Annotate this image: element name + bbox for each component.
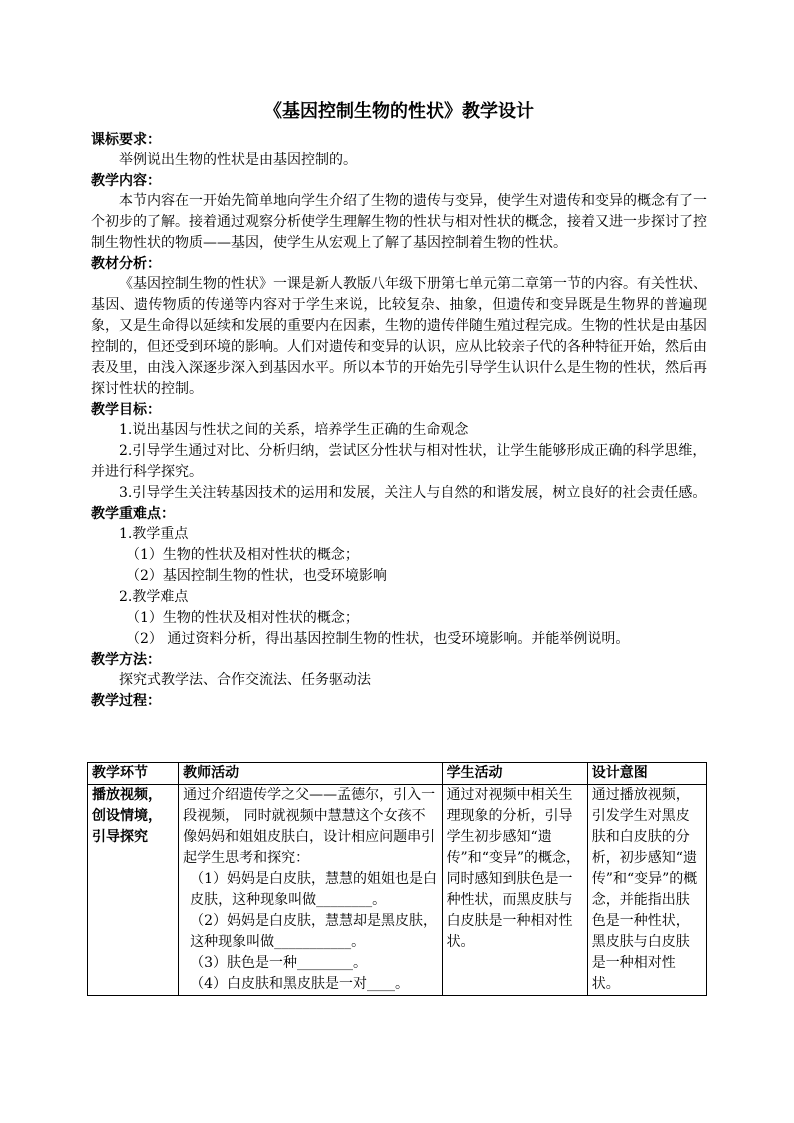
design-intent-cell: 通过播放视频，引发学生对黑皮肤和白皮肤的分析，初步感知“遗传”和“变异”的概念，并能指出肤色是一种性状，黑皮肤与白皮肤是一种相对性状。: [587, 785, 706, 996]
difficult-item: （2） 通过资料分析，得出基因控制生物的性状，也受环境影响。并能举例说明。: [126, 631, 630, 647]
table-header-teacher: 教师活动: [179, 763, 442, 785]
table-header-intent: 设计意图: [587, 763, 706, 785]
difficult-label: 2.教学难点: [119, 589, 189, 605]
difficult-item: （1）生物的性状及相对性状的概念；: [126, 610, 359, 626]
teacher-question: （1）妈妈是白皮肤，慧慧的姐姐也是白皮肤，这种现象叫做________。: [190, 871, 438, 908]
student-activity-cell: 通过对视频中相关生理现象的分析，引导学生初步感知“遗传”和“变异”的概念，同时感知到肤色是一种性状，而黑皮肤与白皮肤是一种相对性状。: [442, 785, 587, 996]
key-item: （2）基因控制生物的性状，也受环境影响: [126, 568, 387, 584]
teacher-question: （3）肤色是一种________。: [190, 955, 368, 971]
methods-heading: 教学方法：: [91, 652, 161, 668]
document-title: 《基因控制生物的性状》教学设计: [264, 101, 534, 122]
teacher-question: （2）妈妈是白皮肤，慧慧却是黑皮肤，这种现象叫做___________。: [190, 913, 438, 950]
teacher-intro: 通过介绍遗传学之父——孟德尔，引入一段视频， 同时就视频中慧慧这个女孩不像妈妈和姐姐皮肤白，设计相应问题串引起学生思考和探究：: [183, 787, 436, 866]
teacher-question: （4）白皮肤和黑皮肤是一对____。: [190, 976, 410, 992]
process-heading: 教学过程：: [91, 693, 161, 709]
curriculum-text: 举例说出生物的性状是由基因控制的。: [119, 152, 357, 168]
keypoints-heading: 教学重难点：: [91, 506, 175, 522]
methods-text: 探究式教学法、合作交流法、任务驱动法: [119, 672, 371, 688]
goal-item: 3.引导学生关注转基因技术的运用和发展，关注人与自然的和谐发展，树立良好的社会责任感。: [119, 485, 707, 501]
table-header-student: 学生活动: [442, 763, 587, 785]
content-heading: 教学内容：: [91, 173, 161, 189]
table-row: [88, 785, 707, 996]
content-text: 本节内容在一开始先简单地向学生介绍了生物的遗传与变异，使学生对遗传和变异的概念有了一个初步的了解。接着通过观察分析使学生理解生物的性状与相对性状的概念，接着又进一步探讨了控制生物性状的物质——基因，使学生从宏观上了解了基因控制着生物的性状。: [91, 193, 707, 251]
goals-heading: 教学目标：: [91, 402, 161, 418]
analysis-text: 《基因控制生物的性状》一课是新人教版八年级下册第七单元第二章第一节的内容。有关性状、基因、遗传物质的传递等内容对于学生来说，比较复杂、抽象，但遗传和变异既是生物界的普遍现象，又是生命得以延续和发展的重要内在因素，生物的遗传伴随生殖过程完成。生物的性状是由基因控制的，但还受到环境的影响。人们对遗传和变异的认识，应从比较亲子代的各种特征开始，然后由表及里，由浅入深逐步深入到基因水平。所以本节的开始先引导学生认识什么是生物的性状，然后再探讨性状的控制。: [91, 276, 707, 397]
goal-item: 1.说出基因与性状之间的关系，培养学生正确的生命观念: [119, 422, 469, 438]
stage-cell: 播放视频，创设情境，引导探究: [88, 785, 179, 996]
table-header-stage: 教学环节: [88, 763, 179, 785]
curriculum-heading: 课标要求：: [91, 132, 161, 148]
document-page: [91, 100, 707, 711]
process-table: [87, 762, 707, 996]
table-header-row: [88, 763, 707, 785]
teacher-activity-cell: [179, 785, 442, 996]
analysis-heading: 教材分析：: [91, 256, 161, 272]
key-item: （1）生物的性状及相对性状的概念；: [126, 547, 359, 563]
goal-item: 2.引导学生通过对比、分析归纳，尝试区分性状与相对性状，让学生能够形成正确的科学思维，并进行科学探究。: [91, 443, 707, 480]
key-label: 1.教学重点: [119, 526, 189, 542]
